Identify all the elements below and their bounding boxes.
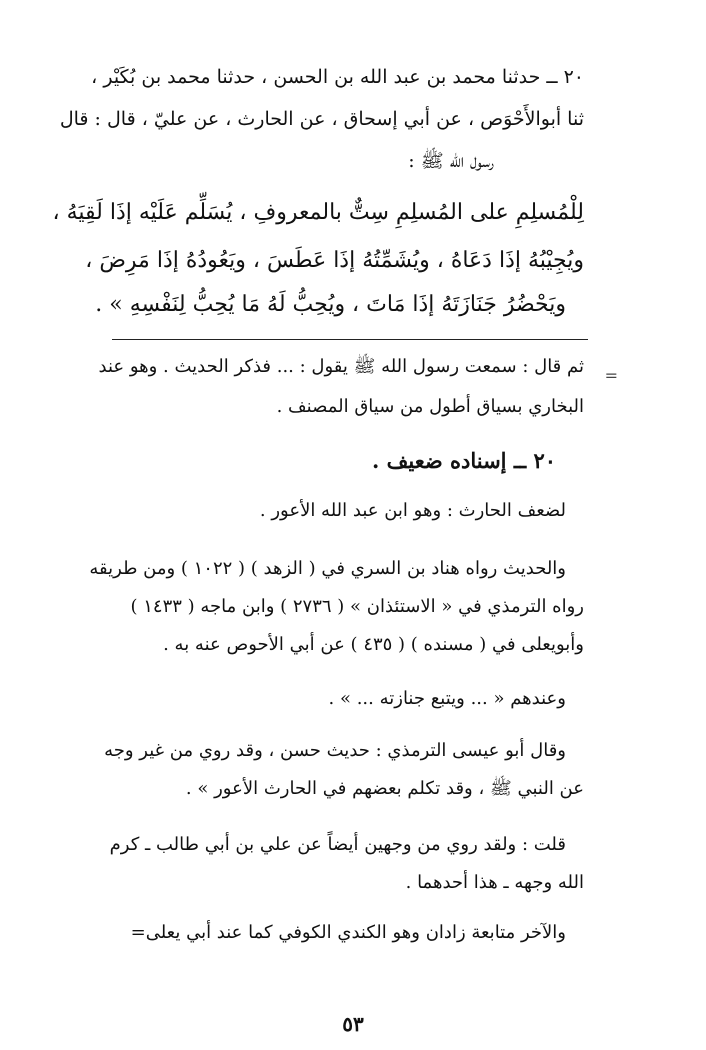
continuation-mark: = [604,366,618,385]
commentary-paragraph-6-line-1: والآخر متابعة زادان وهو الكندي الكوفي كما عند أبي يعلى= [130,922,566,943]
commentary-paragraph-4-line-1: وقال أبو عيسى الترمذي : حديث حسن ، وقد روي من غير وجه [104,740,566,761]
commentary-paragraph-2-line-2: رواه الترمذي في « الاستئذان » ( ٢٧٣٦ ) وابن ماجه ( ١٤٣٣ ) [130,596,584,617]
page-number: ٥٣ [342,1012,364,1036]
commentary-paragraph-2-line-1: والحديث رواه هناد بن السري في ( الزهد ) ( ١٠٢٢ ) ومن طريقه [89,558,566,579]
commentary-heading: ٢٠ ــ إسناده ضعيف . [372,448,556,473]
hadith-isnad-line-2: ثنا أبوالأَحْوَص ، عن أبي إسحاق ، عن الحارث ، عن عليّ ، قال : قال [59,108,584,130]
commentary-paragraph-4-line-2: عن النبي ﷺ ، وقد تكلم بعضهم في الحارث الأعور » . [185,778,584,799]
commentary-paragraph-2-line-3: وأبويعلى في ( مسنده ) ( ٤٣٥ ) عن أبي الأحوص عنه به . [163,634,584,655]
hadith-text-line-3: ويَحْضُرُ جَنَازَتَهُ إذَا مَاتَ ، ويُحِبُّ لَهُ مَا يُحِبُّ لِنَفْسِهِ » . [95,292,566,317]
hadith-text-line-2: ويُجِيْبُهُ إذَا دَعَاهُ ، ويُشَمِّتُهُ إذَا عَطَسَ ، ويَعُودُهُ إذَا مَرِضَ ، [85,248,584,273]
commentary-paragraph-5-line-1: قلت : ولقد روي من وجهين أيضاً عن علي بن أبي طالب ـ كرم [109,834,566,855]
hadith-text-line-1: لِلْمُسلِمِ على المُسلِمِ سِتٌّ بالمعروفِ ، يُسَلِّم عَلَيْه إذَا لَقِيَهُ ، [52,200,584,225]
footnote-line-2: البخاري بسياق أطول من سياق المصنف . [276,396,584,417]
commentary-paragraph-1-line-1: لضعف الحارث : وهو ابن عبد الله الأعور . [259,500,566,521]
commentary-paragraph-5-line-2: الله وجهه ـ هذا أحدهما . [405,872,584,893]
hadith-isnad-line-3: رسول الله ﷺ : [408,150,494,172]
footnote-line-1: ثم قال : سمعت رسول الله ﷺ يقول : ... فذكر الحديث . وهو عند [98,356,584,377]
footnote-divider [112,339,588,340]
hadith-isnad-line-1: ٢٠ ــ حدثنا محمد بن عبد الله بن الحسن ، حدثنا محمد بن بُكَيْر ، [91,66,584,88]
commentary-paragraph-3-line-1: وعندهم « ... ويتبع جنازته ... » . [328,688,566,709]
